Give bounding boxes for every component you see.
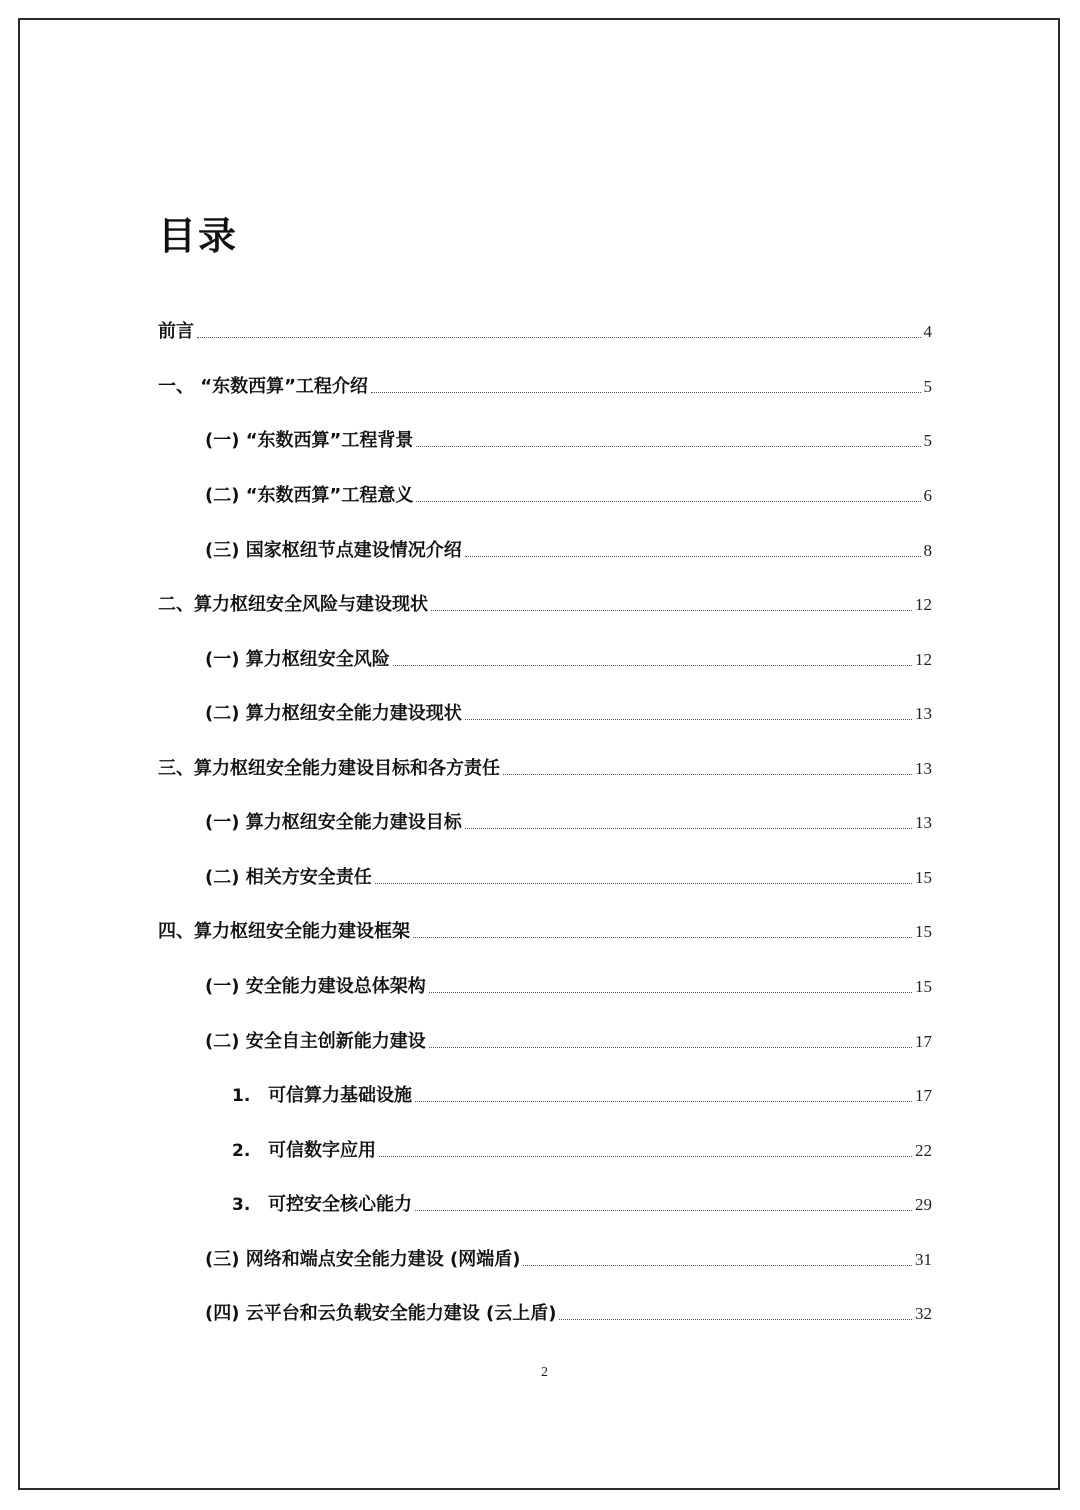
toc-entry-page: 29 (915, 1195, 932, 1214)
toc-entry-label: 二、算力枢纽安全风险与建设现状 (158, 594, 428, 615)
toc-entry-1-2[interactable] (205, 478, 932, 508)
toc-entry-page: 13 (915, 813, 932, 832)
toc-entry-page: 12 (915, 650, 932, 669)
toc-entry-4-4[interactable] (205, 1296, 932, 1326)
toc-entry-label: (二) 算力枢纽安全能力建设现状 (205, 703, 462, 724)
toc-entry-label: (三) 国家枢纽节点建设情况介绍 (205, 540, 462, 561)
toc-leader-dots (197, 336, 921, 338)
toc-entry-label (232, 1193, 412, 1217)
page-title: 目录 (158, 214, 239, 258)
toc-entry-4-3[interactable] (205, 1242, 932, 1272)
toc-entry-page: 5 (923, 431, 932, 450)
toc-leader-dots (429, 991, 912, 993)
toc-entry-4-2-2[interactable] (232, 1133, 932, 1163)
toc-entry-text: 可信算力基础设施 (268, 1085, 412, 1106)
toc-leader-dots (371, 391, 921, 393)
toc-entry-page: 12 (915, 595, 932, 614)
toc-leader-dots (415, 1209, 912, 1211)
toc-leader-dots (393, 664, 912, 666)
toc-entry-chapter-1[interactable] (158, 369, 932, 399)
toc-entry-text: 可信数字应用 (268, 1140, 376, 1161)
toc-entry-label (232, 1084, 412, 1108)
toc-leader-dots (379, 1155, 912, 1157)
toc-entry-label (232, 1139, 376, 1163)
toc-entry-preface[interactable] (158, 314, 932, 344)
toc-entry-page: 15 (915, 868, 932, 887)
toc-entry-page: 15 (915, 977, 932, 996)
toc-entry-page: 17 (915, 1032, 932, 1051)
toc-entry-page: 13 (915, 759, 932, 778)
toc-entry-text: 可控安全核心能力 (268, 1194, 412, 1215)
toc-leader-dots (559, 1318, 912, 1320)
page-number: 2 (541, 1365, 548, 1380)
toc-entry-page: 4 (923, 322, 932, 341)
toc-entry-label: 四、算力枢纽安全能力建设框架 (158, 921, 410, 942)
toc-entry-number: 2. (232, 1141, 251, 1161)
toc-entry-2-1[interactable] (205, 642, 932, 672)
toc-entry-page: 17 (915, 1086, 932, 1105)
toc-leader-dots (375, 882, 912, 884)
toc-entry-number: 1. (232, 1086, 251, 1106)
toc-entry-2-2[interactable] (205, 696, 932, 726)
toc-entry-number: 3. (232, 1195, 251, 1215)
toc-entry-label: (二) “东数西算”工程意义 (205, 485, 414, 506)
toc-entry-4-2[interactable] (205, 1024, 932, 1054)
toc-entry-page: 5 (923, 377, 932, 396)
toc-leader-dots (413, 936, 912, 938)
toc-entry-label: (一) 算力枢纽安全风险 (205, 649, 390, 670)
toc-leader-dots (523, 1264, 912, 1266)
toc-entry-chapter-3[interactable] (158, 751, 932, 781)
toc-entry-label: (三) 网络和端点安全能力建设 (网端盾) (205, 1249, 521, 1270)
toc-entry-chapter-2[interactable] (158, 587, 932, 617)
toc-leader-dots (429, 1046, 912, 1048)
toc-entry-page: 13 (915, 704, 932, 723)
toc-entry-page: 15 (915, 922, 932, 941)
toc-entry-3-1[interactable] (205, 805, 932, 835)
toc-leader-dots (465, 718, 912, 720)
toc-entry-4-1[interactable] (205, 969, 932, 999)
toc-leader-dots (431, 609, 912, 611)
toc-entry-label: 三、算力枢纽安全能力建设目标和各方责任 (158, 758, 500, 779)
toc-leader-dots (415, 1100, 912, 1102)
toc-entry-page: 31 (915, 1250, 932, 1269)
toc-entry-page: 8 (923, 541, 932, 560)
toc-entry-label: (二) 安全自主创新能力建设 (205, 1031, 426, 1052)
toc-entry-1-1[interactable] (205, 423, 932, 453)
toc-entry-4-2-1[interactable] (232, 1078, 932, 1108)
toc-leader-dots (465, 555, 921, 557)
toc-entry-1-3[interactable] (205, 533, 932, 563)
toc-leader-dots (503, 773, 912, 775)
toc-leader-dots (465, 827, 912, 829)
toc-entry-label: (四) 云平台和云负载安全能力建设 (云上盾) (205, 1303, 557, 1324)
toc-leader-dots (416, 500, 920, 502)
toc-entry-label: (二) 相关方安全责任 (205, 867, 372, 888)
toc-entry-label: (一) 算力枢纽安全能力建设目标 (205, 812, 462, 833)
toc-entry-label: (一) 安全能力建设总体架构 (205, 976, 426, 997)
toc-entry-chapter-4[interactable] (158, 914, 932, 944)
toc-entry-4-2-3[interactable] (232, 1187, 932, 1217)
toc-leader-dots (416, 445, 920, 447)
toc-entry-page: 22 (915, 1141, 932, 1160)
toc-entry-label: 一、 “东数西算”工程介绍 (158, 376, 368, 397)
toc-entry-page: 32 (915, 1304, 932, 1323)
toc-entry-page: 6 (923, 486, 932, 505)
toc-entry-3-2[interactable] (205, 860, 932, 890)
toc-entry-label: 前言 (158, 321, 194, 342)
toc-entry-label: (一) “东数西算”工程背景 (205, 430, 414, 451)
